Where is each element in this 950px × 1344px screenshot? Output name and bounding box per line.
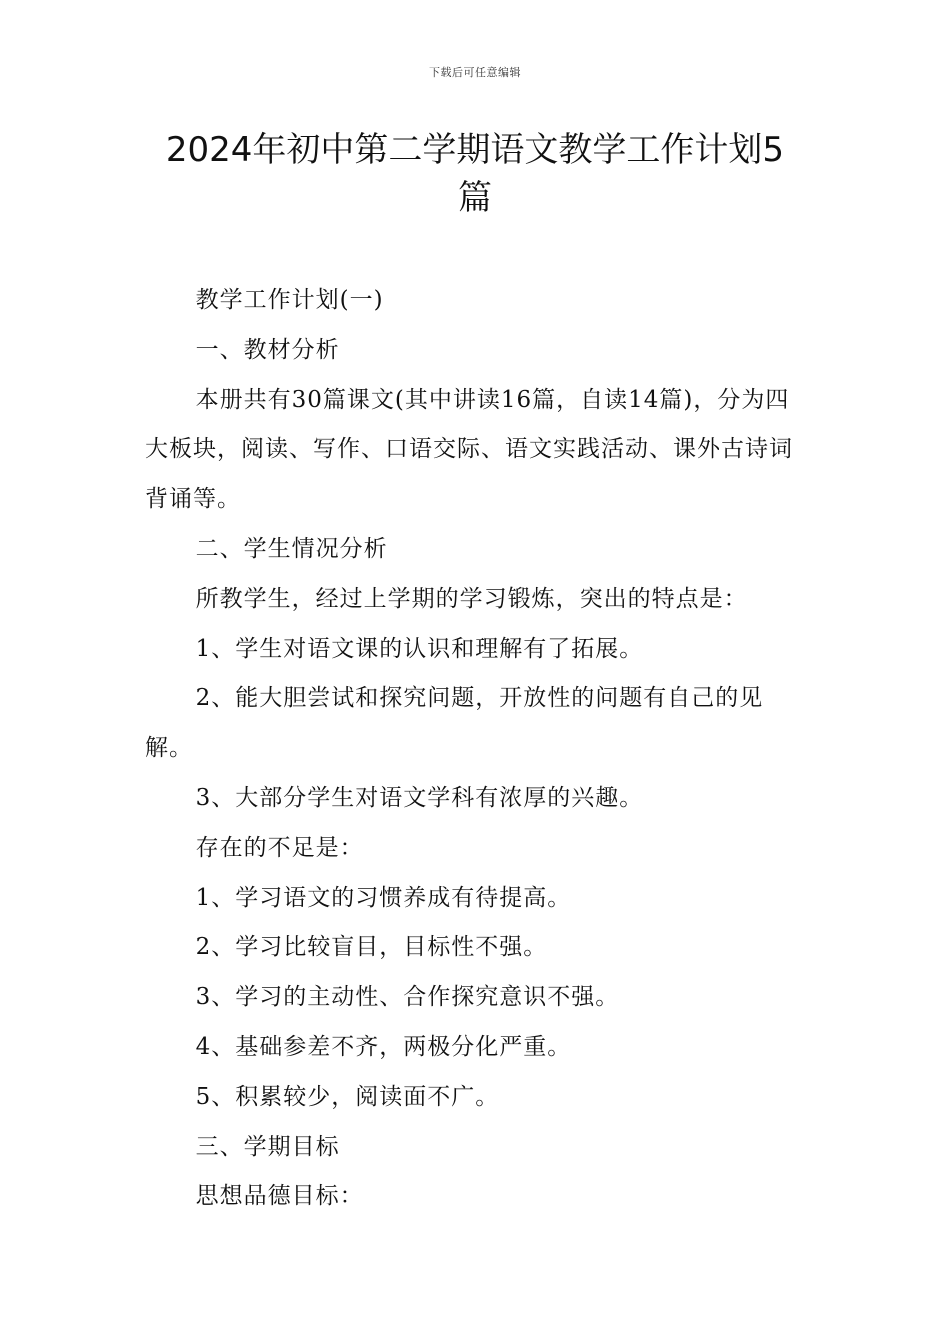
list-item-strength-2: 2、能大胆尝试和探究问题，开放性的问题有自己的见解。 [145,685,764,762]
section-heading-semester-goals: 三、学期目标 [195,1133,340,1160]
paragraph-weaknesses-intro: 存在的不足是： [195,834,364,861]
document-title: 2024年初中第二学期语文教学工作计划5篇 [165,130,785,218]
section-heading-textbook-analysis: 一、教材分析 [195,336,340,363]
list-item-weakness-3: 3、学习的主动性、合作探究意识不强。 [195,984,620,1011]
list-item-weakness-5: 5、积累较少，阅读面不广。 [195,1083,500,1110]
list-item-weakness-1: 1、学习语文的习惯养成有待提高。 [195,884,572,911]
list-item-strength-3: 3、大部分学生对语文学科有浓厚的兴趣。 [195,784,644,811]
list-item-weakness-2: 2、学习比较盲目，目标性不强。 [195,934,548,961]
paragraph-textbook-content: 本册共有30篇课文(其中讲读16篇，自读14篇)，分为四大板块，阅读、写作、口语交际、语文实践活动、课外古诗词背诵等。 [145,386,793,513]
document-body [145,276,810,1222]
list-item-strength-1: 1、学生对语文课的认识和理解有了拓展。 [195,635,644,662]
paragraph-student-features: 所教学生，经过上学期的学习锻炼，突出的特点是： [195,585,748,612]
list-item-weakness-4: 4、基础参差不齐，两极分化严重。 [195,1033,572,1060]
section-heading-plan-1: 教学工作计划(一) [195,287,384,313]
page-header-note: 下载后可任意编辑 [429,66,521,79]
section-heading-student-analysis: 二、学生情况分析 [195,535,388,562]
subheading-moral-goals: 思想品德目标： [195,1183,364,1210]
